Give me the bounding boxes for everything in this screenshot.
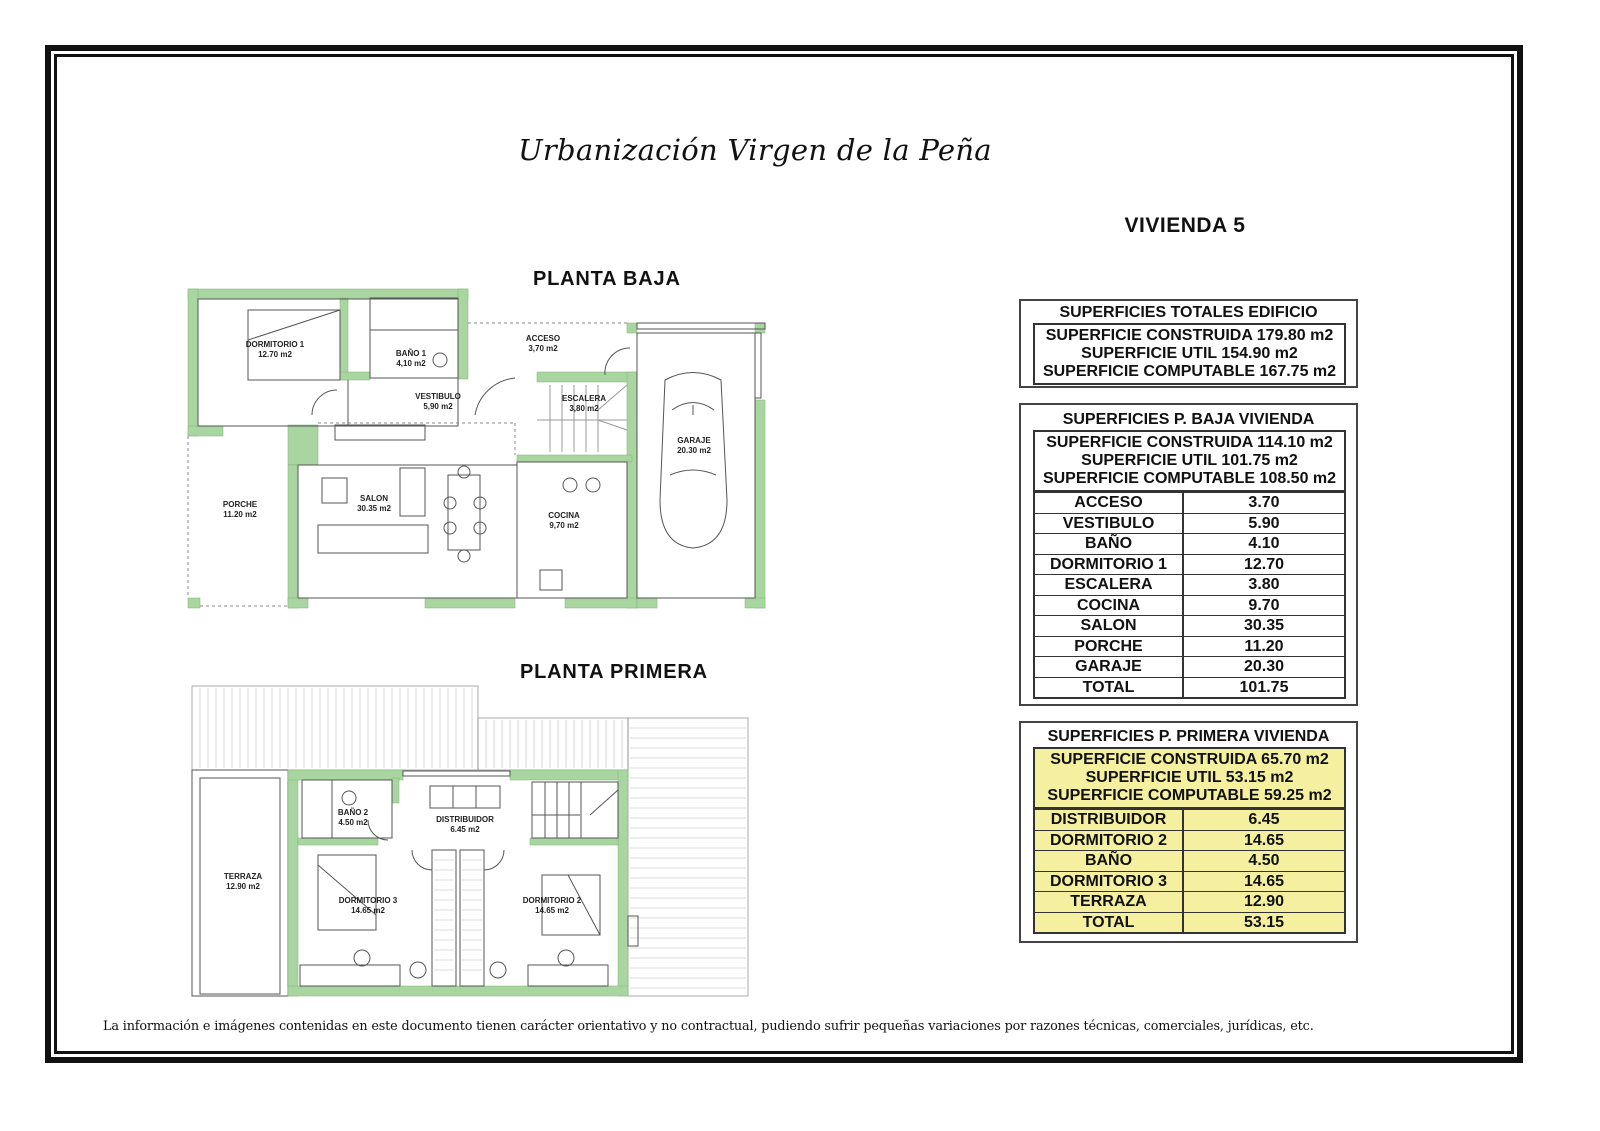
room-label-escalera: ESCALERA 3,80 m2 [561,394,607,413]
planta-primera-floorplan [185,680,755,1005]
table-row: DISTRIBUIDOR 6.45 [1035,809,1344,830]
disclaimer-text: La información e imágenes contenidas en este documento tienen carácter orientativo y no contractual, pudiendo sufrir pequeñas variaciones por razones técnicas, comerciales, jurídicas, etc. [103,1019,1314,1034]
room-label-cocina: COCINA 9,70 m2 [548,511,580,530]
superficie-computable: SUPERFICIE COMPUTABLE 108.50 m2 [1042,470,1337,487]
unit-title: VIVIENDA 5 [1124,214,1246,237]
table-row: BAÑO 4.10 [1035,533,1344,554]
room-label-salon: SALON 30.35 m2 [357,494,391,513]
summary-block [1033,430,1346,492]
table-row: SALON 30.35 [1035,615,1344,636]
planta-baja-heading: PLANTA BAJA [533,268,681,290]
table-row: DORMITORIO 3 14.65 [1035,871,1344,892]
document-title: Urbanización Virgen de la Peña [518,133,992,167]
room-label-dormitorio-2: DORMITORIO 2 14.65 m2 [522,896,582,915]
superficie-computable: SUPERFICIE COMPUTABLE 59.25 m2 [1047,787,1332,804]
room-label-bano-2: BAÑO 2 4.50 m2 [337,808,369,827]
superficie-computable: SUPERFICIE COMPUTABLE 167.75 m2 [1042,363,1337,380]
table-superficies-totales [1019,299,1358,388]
room-label-porche: PORCHE 11.20 m2 [222,500,258,519]
room-label-garaje: GARAJE 20.30 m2 [677,436,711,455]
table-row: COCINA 9.70 [1035,595,1344,616]
table-row: PORCHE 11.20 [1035,636,1344,657]
table-row: DORMITORIO 2 14.65 [1035,830,1344,851]
table-row: ESCALERA 3.80 [1035,574,1344,595]
table-superficies-primera [1019,721,1358,943]
summary-block [1033,747,1346,809]
table-row: VESTIBULO 5.90 [1035,513,1344,534]
table-row: BAÑO 4.50 [1035,850,1344,871]
table-row: DORMITORIO 1 12.70 [1035,554,1344,575]
table-row: GARAJE 20.30 [1035,656,1344,677]
table-row-total: TOTAL 53.15 [1035,912,1344,933]
rooms-table [1033,809,1346,934]
superficie-construida: SUPERFICIE CONSTRUIDA 179.80 m2 [1045,327,1334,344]
table-row: TERRAZA 12.90 [1035,891,1344,912]
room-label-bano-1: BAÑO 1 4,10 m2 [395,349,427,368]
summary-block [1033,323,1346,385]
room-label-vestibulo: VESTIBULO 5,90 m2 [415,392,461,411]
room-label-dormitorio-1: DORMITORIO 1 12.70 m2 [245,340,305,359]
table-title: SUPERFICIES P. BAJA VIVIENDA [1062,411,1315,428]
table-superficies-baja [1019,403,1358,706]
superficie-util: SUPERFICIE UTIL 101.75 m2 [1081,452,1298,469]
superficie-util: SUPERFICIE UTIL 154.90 m2 [1081,345,1298,362]
room-label-acceso: ACCESO 3,70 m2 [525,334,561,353]
room-label-terraza: TERRAZA 12.90 m2 [223,872,263,891]
superficie-construida: SUPERFICIE CONSTRUIDA 114.10 m2 [1046,434,1333,451]
superficie-util: SUPERFICIE UTIL 53.15 m2 [1085,769,1294,786]
superficie-construida: SUPERFICIE CONSTRUIDA 65.70 m2 [1050,751,1329,768]
room-label-dormitorio-3: DORMITORIO 3 14.65 m2 [338,896,398,915]
table-row: ACCESO 3.70 [1035,492,1344,513]
planta-primera-heading: PLANTA PRIMERA [520,661,708,683]
table-row-total: TOTAL 101.75 [1035,677,1344,698]
rooms-table [1033,492,1346,699]
table-title: SUPERFICIES TOTALES EDIFICIO [1059,304,1318,321]
table-title: SUPERFICIES P. PRIMERA VIVIENDA [1047,728,1330,745]
room-label-distribuidor: DISTRIBUIDOR 6.45 m2 [436,815,494,834]
